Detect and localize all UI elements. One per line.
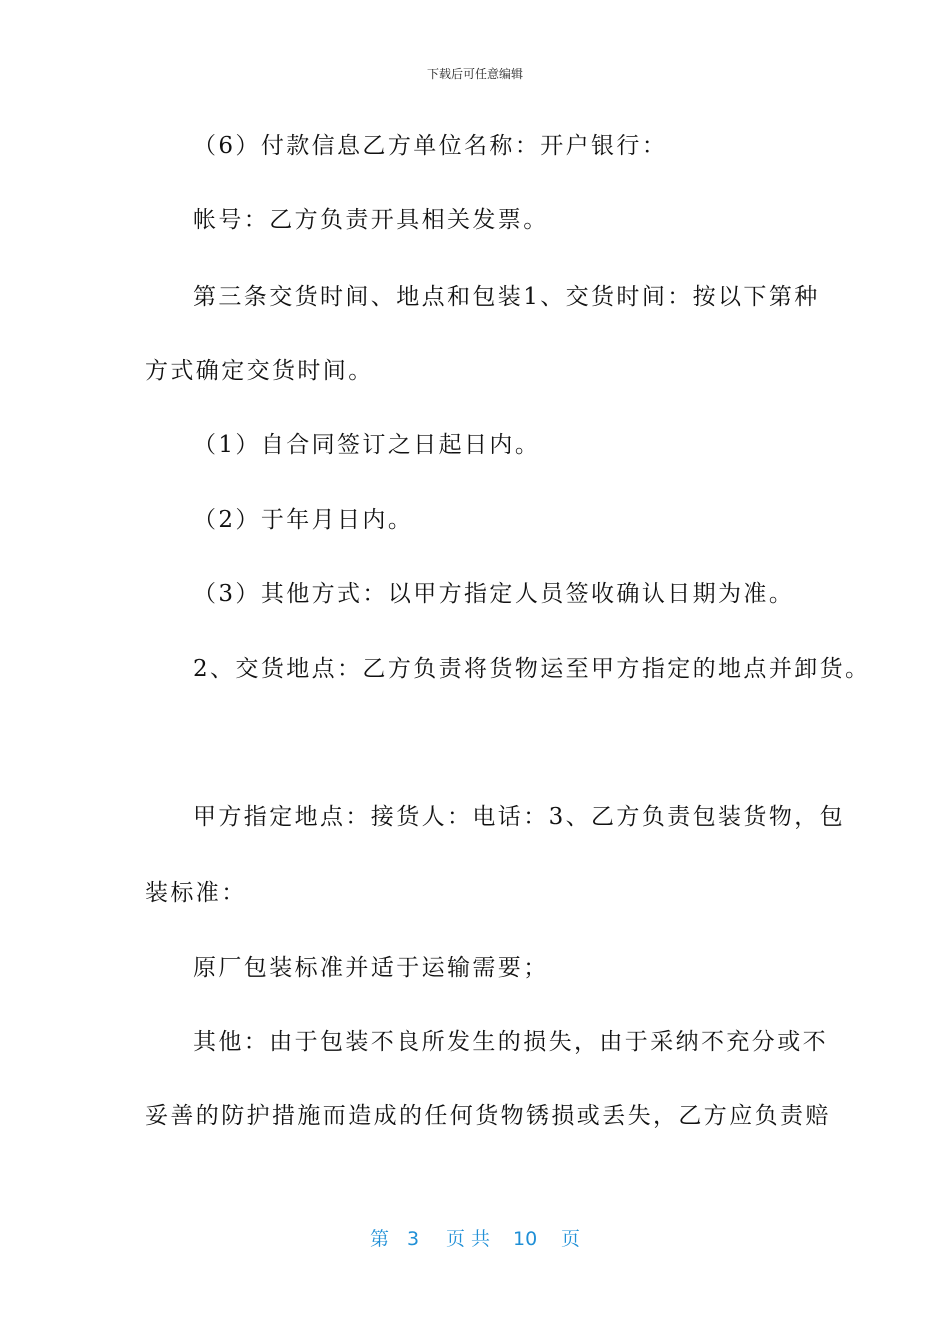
- paragraph-line: （6）付款信息乙方单位名称：开户银行：: [193, 133, 668, 159]
- paragraph-line: 方式确定交货时间。: [145, 358, 374, 384]
- footer-current-page: 3: [407, 1228, 420, 1250]
- paragraph-line: （3）其他方式：以甲方指定人员签收确认日期为准。: [193, 581, 795, 607]
- footer-middle: 页 共: [446, 1228, 491, 1250]
- footer-prefix: 第: [370, 1228, 390, 1250]
- paragraph-line: （1）自合同签订之日起日内。: [193, 432, 541, 458]
- paragraph-line: 装标准：: [145, 880, 247, 906]
- paragraph-line: 第三条交货时间、地点和包装1、交货时间：按以下第种: [193, 284, 820, 310]
- footer-suffix: 页: [561, 1228, 581, 1250]
- paragraph-line: 2、交货地点：乙方负责将货物运至甲方指定的地点并卸货。: [193, 656, 871, 682]
- paragraph-line: 妥善的防护措施而造成的任何货物锈损或丢失，乙方应负责赔: [145, 1103, 831, 1129]
- paragraph-line: 原厂包装标准并适于运输需要；: [193, 955, 549, 981]
- footer-total-pages: 10: [513, 1228, 538, 1250]
- paragraph-line: （2）于年月日内。: [193, 507, 414, 533]
- page-header: 下载后可任意编辑: [426, 67, 523, 81]
- paragraph-line: 其他：由于包装不良所发生的损失，由于采纳不充分或不: [193, 1029, 828, 1055]
- page-footer: [0, 1226, 950, 1252]
- paragraph-line: 甲方指定地点：接货人：电话：3、乙方负责包装货物，包: [193, 804, 846, 830]
- paragraph-line: 帐号：乙方负责开具相关发票。: [193, 207, 549, 233]
